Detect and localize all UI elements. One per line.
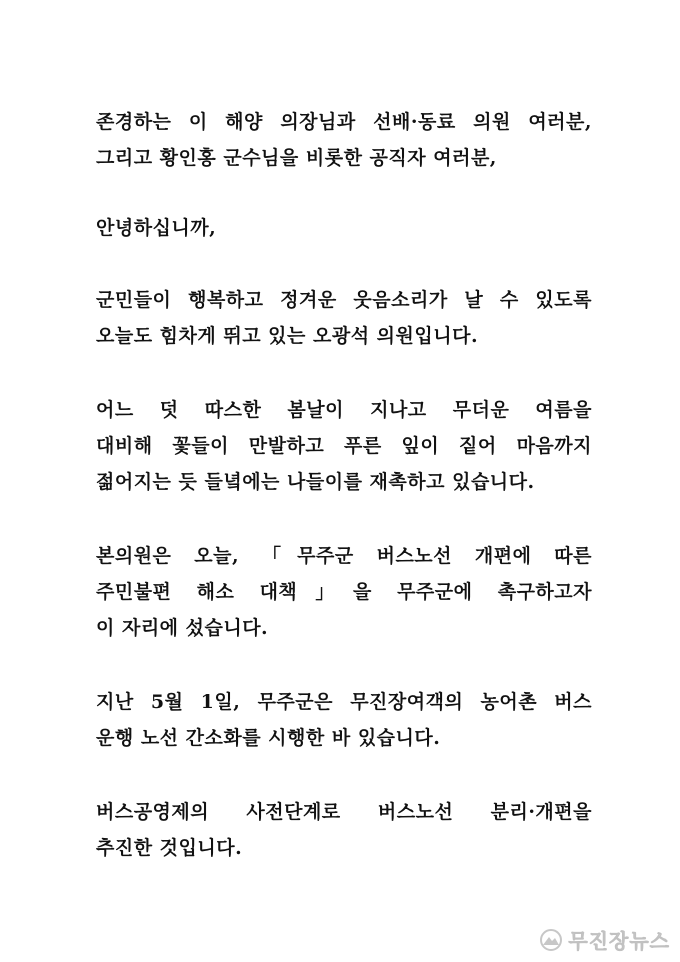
text-line: 추진한 것입니다. bbox=[96, 837, 243, 859]
text-line: 그리고 황인홍 군수님을 비롯한 공직자 여러분, bbox=[96, 147, 497, 169]
text-line: 안녕하십니까, bbox=[96, 217, 217, 239]
text-line: 군민들이 행복하고 정겨운 웃음소리가 날 수 있도록 bbox=[96, 289, 592, 311]
watermark bbox=[538, 925, 670, 954]
speech-text bbox=[96, 104, 592, 904]
paragraph-introduction bbox=[96, 282, 592, 354]
text-line: 젊어지는 듯 들녘에는 나들이를 재촉하고 있습니다. bbox=[96, 471, 535, 493]
paragraph-purpose bbox=[96, 538, 592, 646]
text-line: 본의원은 오늘, 「무주군 버스노선 개편에 따른 bbox=[96, 545, 592, 567]
text-line: 운행 노선 간소화를 시행한 바 있습니다. bbox=[96, 727, 441, 749]
text-line: 버스공영제의 사전단계로 버스노선 분리·개편을 bbox=[96, 801, 592, 823]
paragraph-bus-route bbox=[96, 684, 592, 756]
text-line: 이 자리에 섰습니다. bbox=[96, 617, 269, 639]
text-line: 지난 5월 1일, 무주군은 무진장여객의 농어촌 버스 bbox=[96, 691, 592, 713]
text-line: 존경하는 이 해양 의장님과 선배·동료 의원 여러분, bbox=[96, 111, 592, 133]
watermark-text: 무진장뉴스 bbox=[568, 929, 670, 953]
text-line: 대비해 꽃들이 만발하고 푸른 잎이 짙어 마음까지 bbox=[96, 435, 592, 457]
paragraph-greeting bbox=[96, 104, 592, 176]
paragraph-salutation bbox=[96, 210, 592, 246]
mountain-logo-icon bbox=[538, 929, 564, 951]
text-line: 어느 덧 따스한 봄날이 지나고 무더운 여름을 bbox=[96, 399, 592, 421]
paragraph-public-bus bbox=[96, 794, 592, 866]
paragraph-season bbox=[96, 392, 592, 500]
text-line: 오늘도 힘차게 뛰고 있는 오광석 의원입니다. bbox=[96, 325, 479, 347]
text-line: 주민불편 해소 대책」을 무주군에 촉구하고자 bbox=[96, 581, 592, 603]
